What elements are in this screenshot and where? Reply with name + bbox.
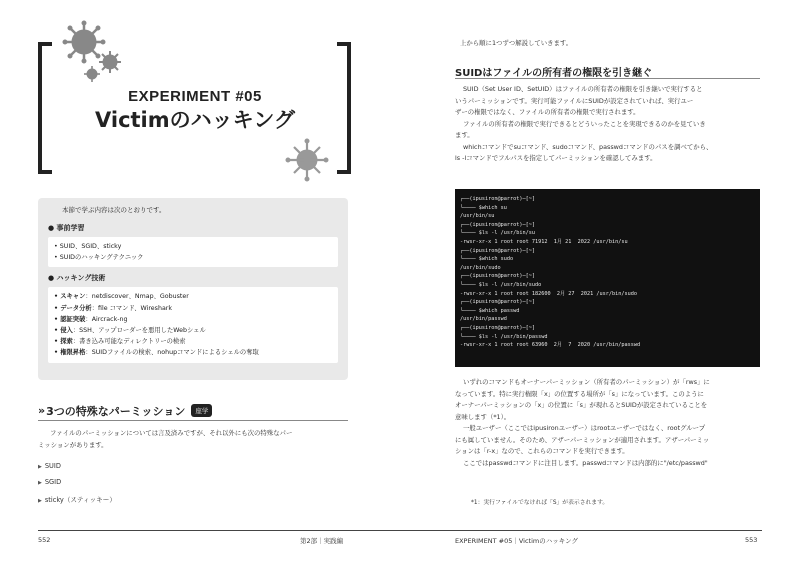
terminal-line: └──── $ls -l /usr/bin/su xyxy=(460,230,535,237)
page-number: 553 xyxy=(745,536,758,544)
footer-title: EXPERIMENT #05｜Victimのハッキング xyxy=(455,537,579,545)
list-item: • 権限昇格：SUIDファイルの検索、nohupコマンドによるシェルの奪取 xyxy=(54,349,259,357)
page-number: 552 xyxy=(38,536,51,544)
terminal-line: /usr/bin/su xyxy=(460,213,495,220)
terminal-line: /usr/bin/passwd xyxy=(460,316,507,323)
hack-list xyxy=(48,287,338,362)
list-item: • 探索：書き込み可能なディレクトリーの検索 xyxy=(54,338,186,346)
list-item: • スキャン：netdiscover、Nmap、Gobuster xyxy=(54,293,189,301)
terminal-line: └──── $ls -l /usr/bin/sudo xyxy=(460,281,542,288)
list-item: • SUIDのハッキングテクニック xyxy=(54,254,144,262)
section-mark-icon: » xyxy=(38,404,44,417)
lecture-badge: 座学 xyxy=(191,404,212,417)
terminal-line: ┌──(ipusiron@parrot)─[~] xyxy=(460,221,535,228)
experiment-label: EXPERIMENT #05 xyxy=(128,88,262,105)
hack-heading: ● ハッキング技術 xyxy=(48,274,106,283)
terminal-line: /usr/bin/sudo xyxy=(460,264,501,271)
terminal-line: -rwsr-xr-x 1 root root 182600 2月 27 2021 /usr/bin/sudo xyxy=(460,290,637,297)
footnote: *1：実行ファイルでなければ「S」が表示されます。 xyxy=(471,500,609,506)
title-bracket-right xyxy=(337,42,351,174)
virus-illustration-top xyxy=(62,20,132,84)
right-page xyxy=(400,0,800,566)
paragraph: SUID（Set User ID、SetUID）はファイルの所有者の権限を引き継いで実行すると いうパーミッションです。実行可能ファイルにSUIDが設定されていれば、実行ユー ザーの権限ではなく、ファイルの所有者の権限で実行されます。 ファイルの所有者の権限で実行できるとどういったことを実現できるのかを見ていき ます。 whichコマンドでsuコマンド、sudoコマンド、passwdコマンドのパスを調べてから、 ls -lコマンドでフルパスを指定してパーミッションを確認してみます。 xyxy=(455,85,713,162)
subsection-heading: SUIDはファイルの所有者の権限を引き継ぐ xyxy=(455,62,760,79)
paragraph: ファイルのパーミッションについては言及済みですが、それ以外にも次の特殊なパー ミッションがあります。 xyxy=(38,429,293,449)
list-item: • 侵入：SSH、アップローダーを悪用したWebシェル xyxy=(54,327,206,335)
bullet-item: ▶ SGID xyxy=(38,478,61,486)
bullet-item: ▶ sticky（スティッキー） xyxy=(38,494,116,504)
list-item: • データ分析：file コマンド、Wireshark xyxy=(54,304,173,312)
list-item: • 認証突破：Aircrack-ng xyxy=(54,315,128,323)
section-heading xyxy=(38,401,348,421)
bullet-item: ▶ SUID xyxy=(38,462,61,470)
terminal-line: ┌──(ipusiron@parrot)─[~] xyxy=(460,196,535,202)
terminal-line: ┌──(ipusiron@parrot)─[~] xyxy=(460,324,535,331)
terminal-line: ┌──(ipusiron@parrot)─[~] xyxy=(460,247,535,254)
terminal-line: └──── $which passwd xyxy=(460,307,520,314)
footer-rule xyxy=(400,530,762,531)
title-bracket-left xyxy=(38,42,52,174)
list-item: • SUID、SGID、sticky xyxy=(54,243,122,250)
terminal-line: └──── $which su xyxy=(460,204,507,211)
terminal-line: -rwsr-xr-x 1 root root 63960 2月 7 2020 /usr/bin/passwd xyxy=(460,342,641,349)
section-title: 3つの特殊なパーミッション xyxy=(46,404,186,418)
virus-illustration-bottom xyxy=(285,138,329,182)
terminal-line: └──── $which sudo xyxy=(460,256,514,263)
part-label: 第2部｜実践編 xyxy=(300,537,344,545)
terminal-output xyxy=(455,189,760,367)
intro-line: 上から順に1つずつ解説していきます。 xyxy=(460,39,573,47)
summary-intro: 本節で学ぶ内容は次のとおりです。 xyxy=(62,206,166,214)
footer-rule xyxy=(38,530,400,531)
prep-list xyxy=(48,237,338,267)
terminal-line: -rwsr-xr-x 1 root root 71912 1月 21 2022 /usr/bin/su xyxy=(460,238,628,245)
chapter-title: Victimのハッキング xyxy=(94,108,296,132)
terminal-line: ┌──(ipusiron@parrot)─[~] xyxy=(460,299,535,306)
terminal-line: ┌──(ipusiron@parrot)─[~] xyxy=(460,273,535,280)
prep-heading: ● 事前学習 xyxy=(48,224,85,232)
summary-box xyxy=(38,198,348,380)
paragraph: いずれのコマンドもオーナーパーミッション（所有者のパーミッション）が「rws」に なっています。特に実行権限「x」の位置する場所が「s」になっています。このように オーナーパーミッションの「x」の位置に「s」が現れるとSUIDが設定されていることを 意味します（*1）。 一般ユーザー（ここではipusironユーザー）はrootユーザーではなく、rootグループ にも属していません。そのため、アザーパーミッションが適用されます。アザーパーミッ ションは「r-x」なので、これらのコマンドを実行できます。 ここではpasswdコマンドに注目します。passwdコマンドは内部的に"/etc/passwd" xyxy=(455,378,710,467)
terminal-line: └──── $ls -l /usr/bin/passwd xyxy=(460,333,548,340)
